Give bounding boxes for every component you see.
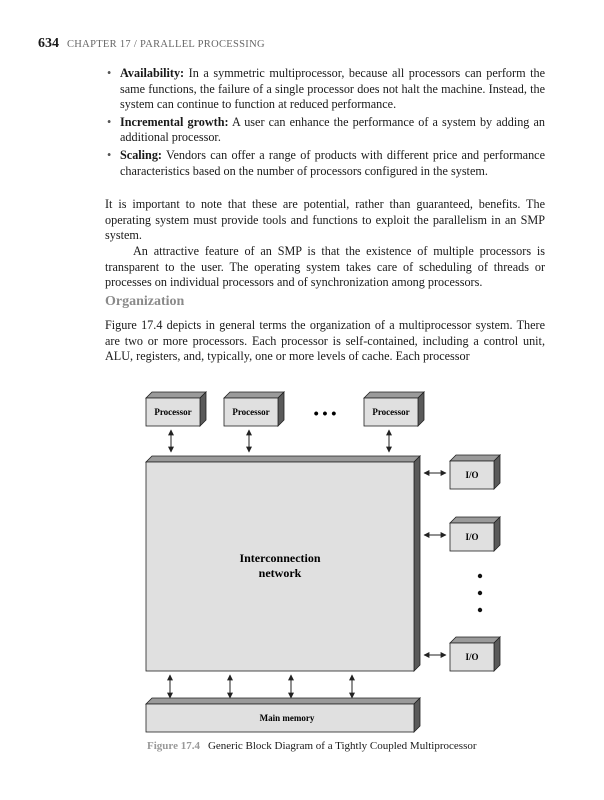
io-arrows [424,473,446,655]
io-box [450,517,500,551]
paragraph-transparency: An attractive feature of an SMP is that the existence of multiple processors is transparent to the user. The operating system takes care of scheduling of threads or processes on individual processors and of synchronization among processors. [105,244,545,290]
processor-arrows [171,430,389,452]
figure-caption [147,740,477,752]
page-number: 634 [38,36,59,51]
bullet-term: Availability: [120,66,185,80]
io-label: I/O [465,652,479,662]
memory-label: Main memory [259,713,315,723]
io-box [450,637,500,671]
bullet-text: Vendors can offer a range of products with different price and performance characteristics based on the number of processors configured in the system. [120,147,545,178]
io-label: I/O [465,470,479,480]
paragraph-benefits: It is important to note that these are potential, rather than guaranteed, benefits. The operating system must provide tools and functions to exploit the parallelism in an SMP system. [105,197,545,243]
processor-box [364,392,424,426]
page-header [38,35,265,52]
bullet-text: In a symmetric multiprocessor, because all processors can perform the same functions, the failure of a single processor does not halt the machine. Instead, the system can continue to function at reduced performance. [120,66,545,112]
list-item [120,66,545,113]
section-heading: Organization [105,294,185,309]
processor-ellipsis: • • • [313,405,337,421]
io-box [450,455,500,489]
list-item [120,115,545,146]
processor-label: Processor [232,407,270,417]
benefits-list [120,66,545,181]
bullet-term: Incremental growth: [120,114,229,129]
processor-box [146,392,206,426]
network-label: network [258,566,302,580]
paragraph-organization: Figure 17.4 depicts in general terms the organization of a multiprocessor system. There are two or more processors. Each processor is self-contained, including a control unit, ALU, registers, and, typically, one or more levels of cache. Each processor [105,318,545,364]
figure-number: Figure 17.4 [147,740,200,752]
bullet-text: A user can enhance the performance of a system by adding an additional processor. [120,114,545,145]
main-memory [146,698,420,732]
processor-label: Processor [154,407,192,417]
processor-box [224,392,284,426]
io-ellipsis [478,574,482,612]
io-label: I/O [465,532,479,542]
memory-arrows [170,675,352,698]
list-item [120,148,545,179]
block-diagram [0,380,604,738]
processor-label: Processor [372,407,410,417]
interconnection-network [146,456,420,671]
bullet-term: Scaling: [120,147,162,162]
caption-text: Generic Block Diagram of a Tightly Coupled Multiprocessor [207,740,477,752]
chapter-title: CHAPTER 17 / PARALLEL PROCESSING [67,39,265,50]
interconnection-label: Interconnection [239,551,321,565]
